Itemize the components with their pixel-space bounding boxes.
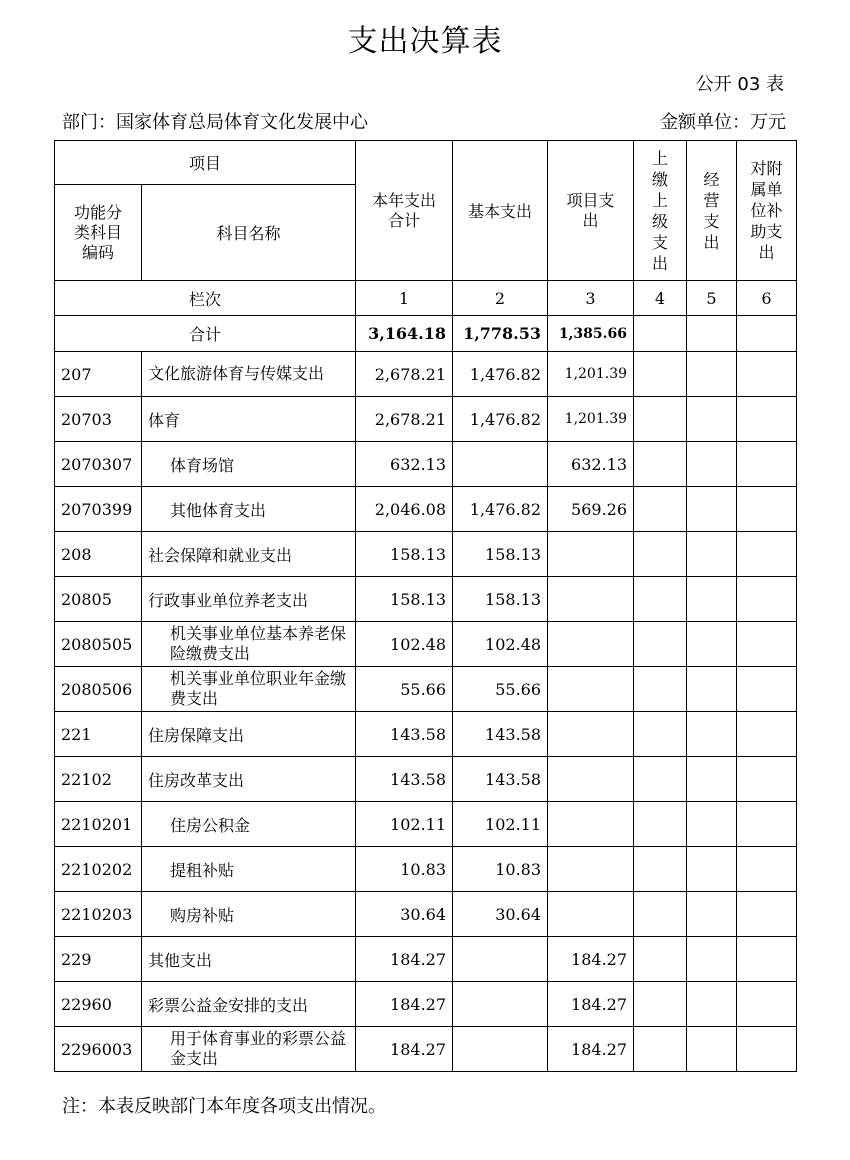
expenditure-table — [54, 140, 797, 1072]
row-code: 2070307 — [55, 442, 142, 487]
row-business — [687, 802, 737, 847]
row-upper — [634, 532, 687, 577]
row-name: 住房公积金 — [142, 802, 356, 847]
row-subsidy — [737, 847, 797, 892]
row-upper — [634, 487, 687, 532]
total-project: 1,385.66 — [548, 316, 634, 352]
table-row — [55, 487, 797, 532]
row-name: 彩票公益金安排的支出 — [142, 982, 356, 1027]
row-upper — [634, 442, 687, 487]
row-business — [687, 892, 737, 937]
row-basic: 30.64 — [453, 892, 548, 937]
col-num: 2 — [453, 281, 548, 316]
row-name: 社会保障和就业支出 — [142, 532, 356, 577]
row-name: 行政事业单位养老支出 — [142, 577, 356, 622]
total-subsidy — [737, 316, 797, 352]
row-upper — [634, 937, 687, 982]
col-num: 5 — [687, 281, 737, 316]
table-row — [55, 667, 797, 712]
row-total: 30.64 — [356, 892, 453, 937]
row-project: 1,201.39 — [548, 352, 634, 397]
row-basic: 158.13 — [453, 577, 548, 622]
row-name: 体育场馆 — [142, 442, 356, 487]
row-subsidy — [737, 577, 797, 622]
header-project: 项目支出 — [548, 141, 634, 281]
row-subsidy — [737, 892, 797, 937]
total-basic: 1,778.53 — [453, 316, 548, 352]
row-subsidy — [737, 982, 797, 1027]
table-row — [55, 802, 797, 847]
table-row — [55, 622, 797, 667]
row-total: 158.13 — [356, 577, 453, 622]
header-upper: 上缴上级支出 — [634, 141, 687, 281]
row-basic — [453, 937, 548, 982]
row-code: 2210202 — [55, 847, 142, 892]
total-upper — [634, 316, 687, 352]
row-total: 143.58 — [356, 757, 453, 802]
row-upper — [634, 802, 687, 847]
row-upper — [634, 397, 687, 442]
row-upper — [634, 757, 687, 802]
row-subsidy — [737, 667, 797, 712]
header-business: 经营支出 — [687, 141, 737, 281]
row-basic: 143.58 — [453, 757, 548, 802]
row-business — [687, 847, 737, 892]
row-business — [687, 712, 737, 757]
row-project — [548, 577, 634, 622]
row-business — [687, 442, 737, 487]
table-row — [55, 982, 797, 1027]
row-upper — [634, 1027, 687, 1072]
row-business — [687, 487, 737, 532]
row-business — [687, 532, 737, 577]
row-code: 2080505 — [55, 622, 142, 667]
row-project — [548, 847, 634, 892]
row-total: 632.13 — [356, 442, 453, 487]
row-basic: 1,476.82 — [453, 487, 548, 532]
row-project — [548, 532, 634, 577]
row-upper — [634, 622, 687, 667]
row-code: 2070399 — [55, 487, 142, 532]
row-basic: 158.13 — [453, 532, 548, 577]
table-row — [55, 532, 797, 577]
col-num: 4 — [634, 281, 687, 316]
table-row — [55, 937, 797, 982]
table-row — [55, 1027, 797, 1072]
row-subsidy — [737, 757, 797, 802]
row-name: 提租补贴 — [142, 847, 356, 892]
row-name: 其他支出 — [142, 937, 356, 982]
row-subsidy — [737, 532, 797, 577]
row-project: 184.27 — [548, 1027, 634, 1072]
table-row — [55, 352, 797, 397]
row-code: 208 — [55, 532, 142, 577]
row-business — [687, 982, 737, 1027]
row-code: 22102 — [55, 757, 142, 802]
header-name: 科目名称 — [142, 185, 356, 281]
row-name: 住房保障支出 — [142, 712, 356, 757]
col-label: 栏次 — [55, 281, 356, 316]
table-row — [55, 397, 797, 442]
row-basic: 1,476.82 — [453, 397, 548, 442]
row-business — [687, 667, 737, 712]
footnote: 注：本表反映部门本年度各项支出情况。 — [62, 1096, 386, 1117]
row-basic: 10.83 — [453, 847, 548, 892]
total-label: 合计 — [55, 316, 356, 352]
row-project: 1,201.39 — [548, 397, 634, 442]
row-total: 184.27 — [356, 1027, 453, 1072]
row-subsidy — [737, 442, 797, 487]
row-basic: 1,476.82 — [453, 352, 548, 397]
row-basic: 55.66 — [453, 667, 548, 712]
table-row — [55, 712, 797, 757]
row-project — [548, 802, 634, 847]
row-basic: 102.11 — [453, 802, 548, 847]
row-upper — [634, 712, 687, 757]
row-code: 22960 — [55, 982, 142, 1027]
table-row — [55, 757, 797, 802]
amount-unit-label: 金额单位：万元 — [660, 112, 786, 133]
row-project: 632.13 — [548, 442, 634, 487]
row-business — [687, 1027, 737, 1072]
row-code: 207 — [55, 352, 142, 397]
row-project — [548, 892, 634, 937]
row-upper — [634, 667, 687, 712]
row-business — [687, 397, 737, 442]
row-subsidy — [737, 487, 797, 532]
row-total: 55.66 — [356, 667, 453, 712]
row-total: 102.48 — [356, 622, 453, 667]
row-business — [687, 577, 737, 622]
row-project: 569.26 — [548, 487, 634, 532]
header-item: 项目 — [55, 141, 356, 185]
row-name: 机关事业单位基本养老保险缴费支出 — [142, 622, 356, 667]
table-row — [55, 892, 797, 937]
row-upper — [634, 352, 687, 397]
row-total: 102.11 — [356, 802, 453, 847]
row-basic: 143.58 — [453, 712, 548, 757]
row-total: 184.27 — [356, 937, 453, 982]
col-num: 6 — [737, 281, 797, 316]
form-number: 公开 03 表 — [695, 74, 784, 95]
row-code: 229 — [55, 937, 142, 982]
row-code: 2080506 — [55, 667, 142, 712]
row-total: 2,678.21 — [356, 397, 453, 442]
row-subsidy — [737, 1027, 797, 1072]
header-total: 本年支出合计 — [356, 141, 453, 281]
header-code: 功能分类科目编码 — [55, 185, 142, 281]
row-basic: 102.48 — [453, 622, 548, 667]
row-total: 2,046.08 — [356, 487, 453, 532]
col-num: 1 — [356, 281, 453, 316]
row-subsidy — [737, 802, 797, 847]
department-label: 部门：国家体育总局体育文化发展中心 — [62, 112, 368, 133]
row-subsidy — [737, 397, 797, 442]
row-code: 2296003 — [55, 1027, 142, 1072]
row-upper — [634, 577, 687, 622]
row-total: 184.27 — [356, 982, 453, 1027]
row-code: 221 — [55, 712, 142, 757]
row-total: 10.83 — [356, 847, 453, 892]
row-code: 2210201 — [55, 802, 142, 847]
col-num: 3 — [548, 281, 634, 316]
row-project — [548, 757, 634, 802]
row-name: 体育 — [142, 397, 356, 442]
row-business — [687, 622, 737, 667]
row-basic — [453, 982, 548, 1027]
header-basic: 基本支出 — [453, 141, 548, 281]
row-subsidy — [737, 352, 797, 397]
table-row — [55, 442, 797, 487]
row-name: 购房补贴 — [142, 892, 356, 937]
row-name: 文化旅游体育与传媒支出 — [142, 352, 356, 397]
row-subsidy — [737, 622, 797, 667]
row-upper — [634, 982, 687, 1027]
row-subsidy — [737, 937, 797, 982]
row-project: 184.27 — [548, 982, 634, 1027]
header-subsidy: 对附属单位补助支出 — [737, 141, 797, 281]
row-total: 158.13 — [356, 532, 453, 577]
table-row — [55, 577, 797, 622]
row-name: 住房改革支出 — [142, 757, 356, 802]
table-body — [55, 352, 797, 1072]
row-total: 2,678.21 — [356, 352, 453, 397]
row-name: 机关事业单位职业年金缴费支出 — [142, 667, 356, 712]
row-upper — [634, 892, 687, 937]
row-total: 143.58 — [356, 712, 453, 757]
row-project: 184.27 — [548, 937, 634, 982]
row-code: 2210203 — [55, 892, 142, 937]
row-business — [687, 757, 737, 802]
row-project — [548, 622, 634, 667]
row-basic — [453, 442, 548, 487]
row-subsidy — [737, 712, 797, 757]
total-amount: 3,164.18 — [356, 316, 453, 352]
row-project — [548, 667, 634, 712]
row-code: 20703 — [55, 397, 142, 442]
row-name: 其他体育支出 — [142, 487, 356, 532]
row-basic — [453, 1027, 548, 1072]
total-business — [687, 316, 737, 352]
row-business — [687, 937, 737, 982]
row-upper — [634, 847, 687, 892]
row-business — [687, 352, 737, 397]
page-title: 支出决算表 — [347, 24, 503, 59]
row-code: 20805 — [55, 577, 142, 622]
row-project — [548, 712, 634, 757]
table-row — [55, 847, 797, 892]
row-name: 用于体育事业的彩票公益金支出 — [142, 1027, 356, 1072]
